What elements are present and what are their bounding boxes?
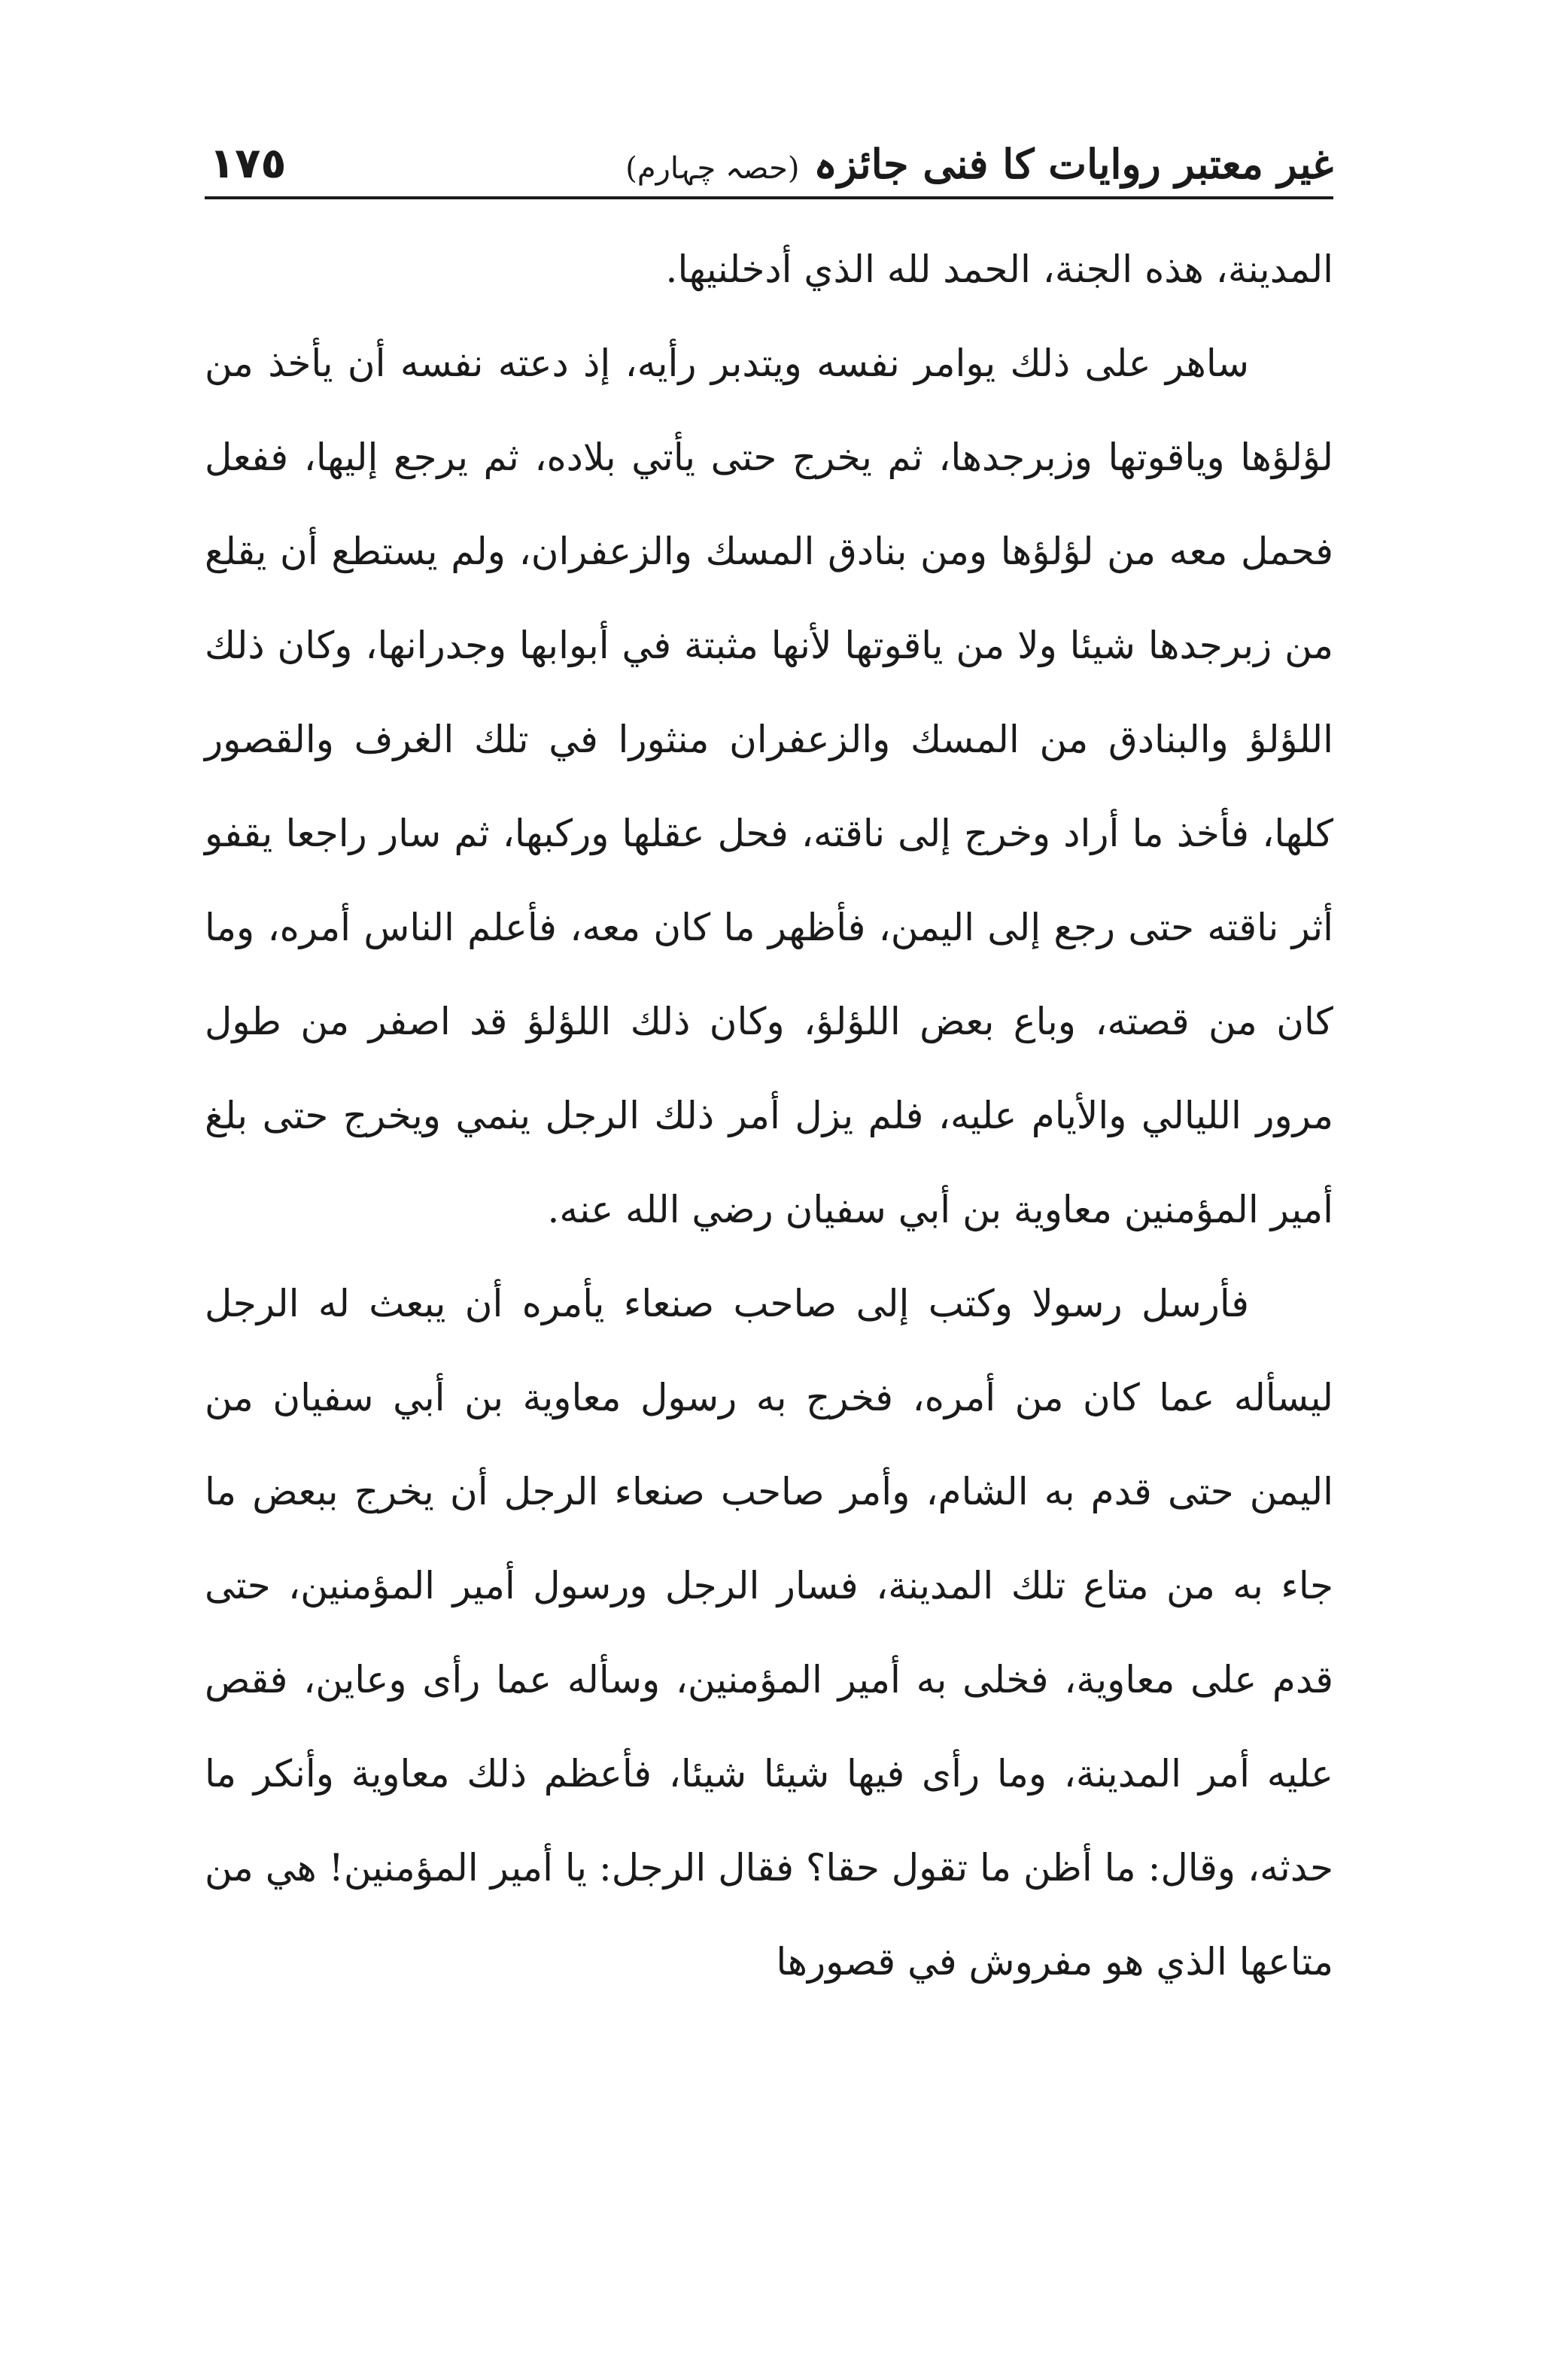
running-title bbox=[625, 134, 1333, 199]
paragraph-2: ساهر على ذلك يوامر نفسه ويتدبر رأيه، إذ دعته نفسه أن يأخذ من لؤلؤها وياقوتها وزبرجدها، ثم يخرج حتى يأتي بلاده، ثم يرجع إليها، ففعل فحمل معه من لؤلؤها ومن بنادق المسك والزعفران، ولم يستطع أن يقلع من زبرجدها شيئا ولا من ياقوتها لأنها مثبتة في أبوابها وجدرانها، وكان ذلك اللؤلؤ والبنادق من المسك والزعفران منثورا في تلك الغرف والقصور كلها، فأخذ ما أراد وخرج إلى ناقته، فحل عقلها وركبها، ثم سار راجعا يقفو أثر ناقته حتى رجع إلى اليمن، فأظهر ما كان معه، فأعلم الناس أمره، وما كان من قصته، وباع بعض اللؤلؤ، وكان ذلك اللؤلؤ قد اصفر من طول مرور الليالي والأيام عليه، فلم يزل أمر ذلك الرجل ينمي ويخرج حتى بلغ أمير المؤمنين معاوية بن أبي سفيان رضي الله عنه. bbox=[205, 342, 1333, 1231]
body-text bbox=[205, 223, 1333, 2009]
part-label: (حصہ چہارم) bbox=[625, 151, 800, 186]
page-header bbox=[205, 134, 1333, 194]
paragraph-1: المدينة، هذه الجنة، الحمد لله الذي أدخلنيها. bbox=[665, 247, 1333, 291]
page-number: ١٧٥ bbox=[209, 139, 287, 188]
header-divider bbox=[205, 196, 1333, 199]
paragraph-3: فأرسل رسولا وكتب إلى صاحب صنعاء يأمره أن يبعث له الرجل ليسأله عما كان من أمره، فخرج به رسول معاوية بن أبي سفيان من اليمن حتى قدم به الشام، وأمر صاحب صنعاء الرجل أن يخرج ببعض ما جاء به من متاع تلك المدينة، فسار الرجل ورسول أمير المؤمنين، حتى قدم على معاوية، فخلى به أمير المؤمنين، وسأله عما رأى وعاين، فقص عليه أمر المدينة، وما رأى فيها شيئا شيئا، فأعظم ذلك معاوية وأنكر ما حدثه، وقال: ما أظن ما تقول حقا؟ فقال الرجل: يا أمير المؤمنين! هي من متاعها الذي هو مفروش في قصورها bbox=[205, 1282, 1334, 1984]
book-title: غیر معتبر روایات کا فنی جائزہ bbox=[813, 140, 1333, 188]
